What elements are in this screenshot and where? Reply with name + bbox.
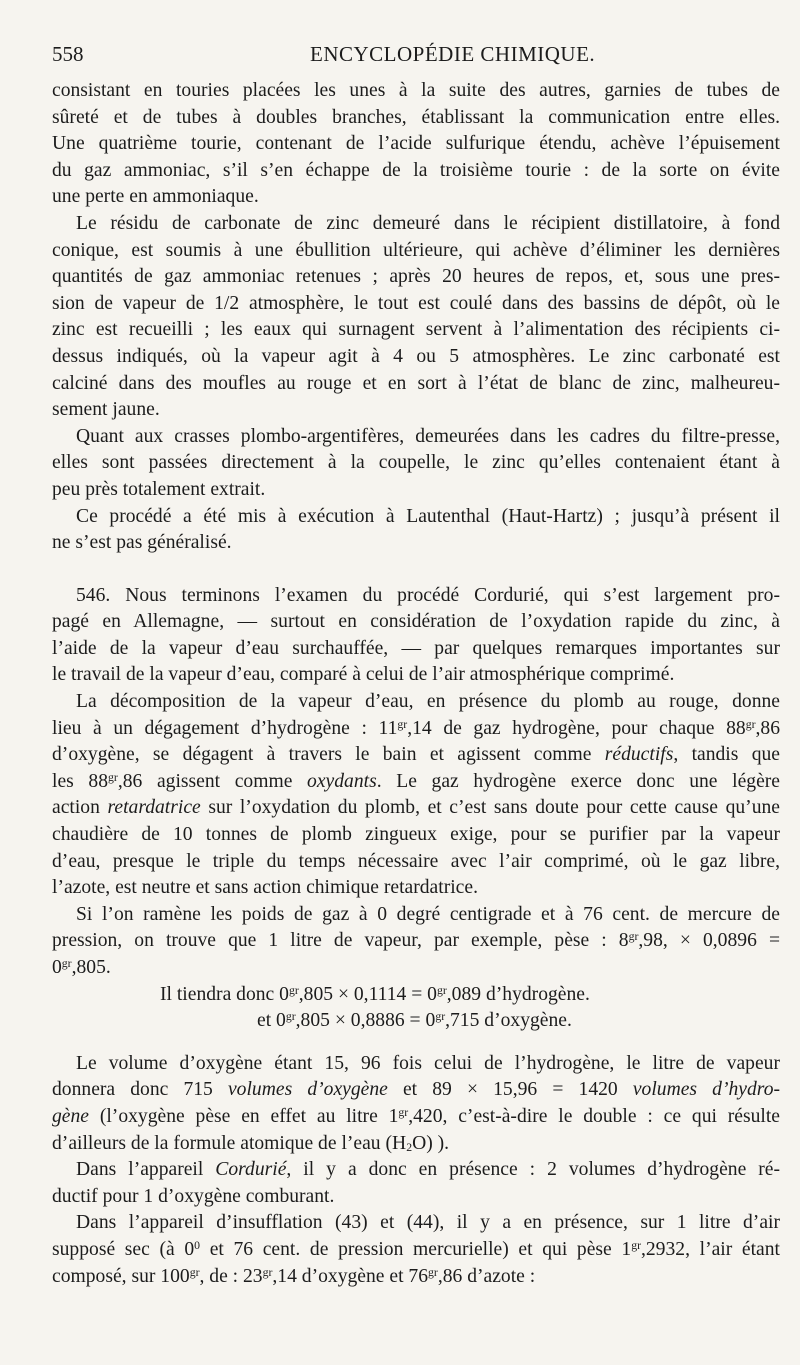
paragraph-insufflation: [52, 1210, 780, 1290]
page-header: [52, 42, 752, 72]
text-line: sement jaune.: [52, 399, 160, 421]
text-line: pagé en Allemagne, — surtout en considération de l’oxydation rapide du zinc, à: [52, 611, 780, 633]
section-546-heading: 546. Nous terminons l’examen du procédé Cordurié, qui s’est largement pro-: [76, 584, 780, 606]
section-546: [52, 583, 780, 689]
paragraph-residu: [52, 211, 780, 424]
paragraph-poids: [52, 902, 780, 1035]
text-line: Ce procédé a été mis à exécution à Lautenthal (Haut-Hartz) ; jusqu’à présent il: [76, 505, 780, 527]
text-line: du gaz ammoniac, s’il s’en échappe de la troisième tourie : de la sorte on évite: [52, 159, 780, 181]
body-text: [52, 78, 780, 1290]
paragraph-cordurie: [52, 1157, 780, 1210]
text-line: une perte en ammoniaque.: [52, 186, 259, 208]
text-line: chaudière de 10 tonnes de plomb zingueux exige, pour se purifier par la vapeur: [52, 824, 780, 846]
text-line: consistant en touries placées les unes à la suite des autres, garnies de tubes de: [52, 80, 780, 101]
text-line: conique, est soumis à une ébullition ultérieure, qui achève d’éliminer les dernières: [52, 239, 780, 261]
text-line: $0^{gr},805$.: [52, 957, 111, 978]
text-line: elles sont passées directement à la coupelle, le zinc qu’elles contenaient étant à: [52, 452, 780, 474]
text-line: quantités de gaz ammoniac retenues ; après 20 heures de repos, et, sous une pres-: [52, 266, 780, 288]
text-line: dessus indiqués, où la vapeur agit à 4 ou 5 atmosphères. Le zinc carbonaté est: [52, 345, 780, 367]
page-number: 558: [52, 42, 84, 66]
text-line: d’oxygène, se dégagent à travers le bain et agissent comme réductifs, tandis que: [52, 744, 780, 766]
text-line: Si l’on ramène les poids de gaz à 0 degré centigrade et à 76 cent. de mercure de: [76, 903, 780, 925]
paragraph-procede: [52, 504, 780, 557]
paragraph-touries: [52, 78, 780, 211]
text-line: ne s’est pas généralisé.: [52, 532, 232, 554]
paragraph-decomposition: [52, 689, 780, 902]
text-line: gène (l’oxygène pèse en effet au litre $1^{gr},420$, c’est-à-dire le double : ce qui résulte: [52, 1105, 780, 1127]
paragraph-gap: [52, 1035, 780, 1051]
section-gap: [52, 557, 780, 583]
text-line: Quant aux crasses plombo-argentifères, demeurées dans les cadres du filtre-presse,: [76, 425, 780, 447]
text-line: lieu à un dégagement d’hydrogène : $11^{gr},14$ de gaz hydrogène, pour chaque $88^{gr},86$: [52, 717, 780, 739]
text-line: composé, sur $100^{gr}$, de : $23^{gr},14$ d’oxygène et $76^{gr},86$ d’azote :: [52, 1265, 536, 1287]
text-line: sion de vapeur de 1/2 atmosphère, le tout est coulé dans des bassins de dépôt, où le: [52, 292, 780, 314]
text-line: d’eau, presque le triple du temps nécessaire avec l’air comprimé, où le gaz libre,: [52, 850, 780, 872]
equation-hydrogen: Il tiendra donc $0^{gr},805 \times 0,1114 = 0^{gr},089$ d’hydrogène.: [160, 983, 590, 1005]
text-line: le travail de la vapeur d’eau, comparé à celui de l’air atmosphérique comprimé.: [52, 664, 675, 686]
text-line: peu près totalement extrait.: [52, 478, 266, 500]
text-line: Le volume d’oxygène étant 15, 96 fois celui de l’hydrogène, le litre de vapeur: [76, 1052, 780, 1074]
running-head: ENCYCLOPÉDIE CHIMIQUE.: [310, 42, 596, 66]
text-line: les $88^{gr},86$ agissent comme oxydants. Le gaz hydrogène exerce donc une légère: [52, 770, 780, 792]
text-line: sûreté et de tubes à doubles branches, établissant la communication entre elles.: [52, 106, 780, 128]
text-line: Dans l’appareil Cordurié, il y a donc en présence : 2 volumes d’hydrogène ré-: [76, 1159, 780, 1181]
text-line: Le résidu de carbonate de zinc demeuré dans le récipient distillatoire, à fond: [76, 212, 780, 234]
text-line: calciné dans des moufles au rouge et en sort à l’état de blanc de zinc, malheureu-: [52, 372, 780, 394]
text-line: Dans l’appareil d’insufflation (43) et (44), il y a en présence, sur 1 litre d’air: [76, 1212, 780, 1234]
text-line: ductif pour 1 d’oxygène comburant.: [52, 1185, 335, 1207]
text-line: Une quatrième tourie, contenant de l’acide sulfurique étendu, achève l’épuisement: [52, 133, 780, 155]
text-line: zinc est recueilli ; les eaux qui surnagent servent à l’alimentation des récipients ci-: [52, 319, 780, 341]
text-line: supposé sec (à $0^0$ et 76 cent. de pression mercurielle) et qui pèse $1^{gr},2932$, l’air étant: [52, 1238, 780, 1260]
text-line: pression, on trouve que 1 litre de vapeur, par exemple, pèse : $8^{gr},98$, × 0,0896 =: [52, 930, 780, 952]
text-line: action retardatrice sur l’oxydation du plomb, et c’est sans doute pour cette cause qu’une: [52, 797, 780, 819]
text-line: La décomposition de la vapeur d’eau, en présence du plomb au rouge, donne: [76, 691, 780, 713]
text-line: donnera donc 715 volumes d’oxygène et 89 × 15,96 = 1420 volumes d’hydro-: [52, 1079, 780, 1101]
equation-oxygen: et $0^{gr},805 \times 0,8886 = 0^{gr},715$ d’oxygène.: [257, 1010, 572, 1032]
text-line: l’azote, est neutre et sans action chimique retardatrice.: [52, 877, 478, 899]
paragraph-volume: [52, 1051, 780, 1157]
text-line: l’aide de la vapeur d’eau surchauffée, — par quelques remarques importantes sur: [52, 637, 780, 659]
text-line: d’ailleurs de la formule atomique de l’eau (H2O) ).: [52, 1132, 450, 1154]
paragraph-crasses: [52, 424, 780, 504]
